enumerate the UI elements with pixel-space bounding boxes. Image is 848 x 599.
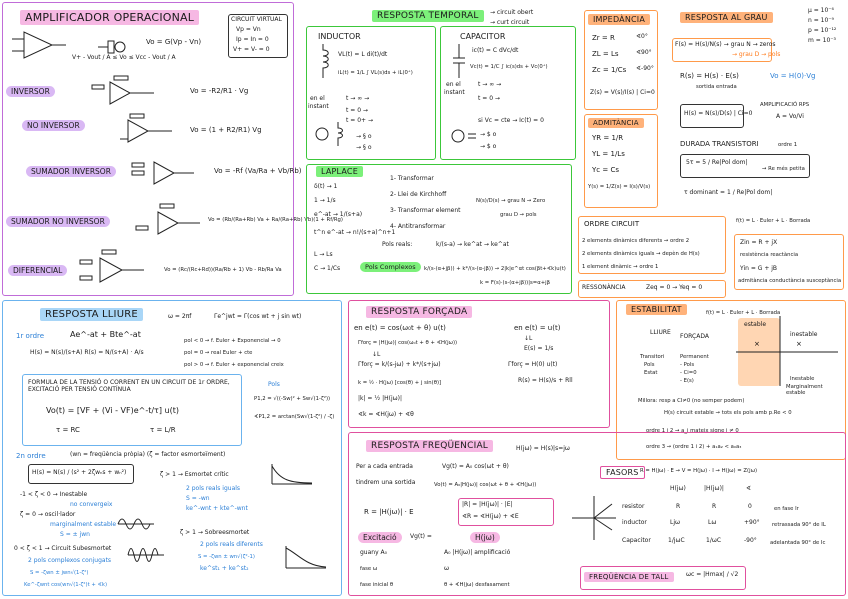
estabilitat-note-2: H(s) circuit estable → tots els pols amb p.Re < 0 xyxy=(664,410,792,416)
yin-eq: Yin = G + jB xyxy=(740,265,778,272)
exc-guany: guany A₀ xyxy=(360,549,388,556)
inversor-circuit-icon xyxy=(80,74,160,108)
zeta-critic-d: ke^-wnt + kte^-wnt xyxy=(186,505,248,512)
no-inversor-equation: Vo = (1 + R2/R1) Vg xyxy=(190,126,262,134)
fasors-header-h: H(jω) xyxy=(670,485,686,492)
row-transitori: Transitori xyxy=(640,354,665,360)
legend-open-circuit: → circuit obert xyxy=(490,9,534,16)
fasors-eq: R = H(jω) · E → V = H(jω) · I → H(jω) = Z(jω) xyxy=(640,468,758,474)
inestable-note: Inestable xyxy=(790,376,815,382)
laplace-k-eq: k = F(s)·(s-(α+jβ))|s=α+jβ xyxy=(480,280,550,286)
ordre12-condition: ordre 1 i 2 → a_i mateix signe i ≠ 0 xyxy=(646,428,739,434)
pols-angle: ∢P1,2 = arctan(Sw√(1-ζ²) / -ζ) xyxy=(254,414,335,420)
exc-fase-b: ω xyxy=(444,565,450,572)
zeta-sobre-c: S = -ζwn ± wn√(ζ²-1) xyxy=(198,554,255,560)
amp-saturation-equation: V+ - Vout / A ≤ Vo ≤ Vcc - Vout / A xyxy=(72,54,176,61)
row-es: - E(s) xyxy=(680,378,694,384)
durada-title: DURADA TRANSISTORI xyxy=(680,140,759,148)
ordre3-condition: ordre 3 → (ordre 1 i 2) + a₁a₂ < a₀a₃ xyxy=(646,444,742,450)
tau-rc: τ = RC xyxy=(56,426,80,434)
ordre-line-1: 2 elements dinàmics diferents → ordre 2 xyxy=(582,238,690,244)
admitancia-box xyxy=(584,114,658,208)
scale-nano: n = 10⁻⁹ xyxy=(808,17,834,24)
zin-note: resistència reactància xyxy=(740,252,799,258)
ordre1-label: 1r ordre xyxy=(16,332,45,340)
no-inversor-label: NO INVERSOR xyxy=(22,120,85,131)
scale-milli: m = 10⁻³ xyxy=(808,37,836,44)
h2-eq: H(s) = N(s) / (s² + 2ζwₙs + wₙ²) xyxy=(32,469,127,476)
col-forcada: FORÇADA xyxy=(680,333,709,340)
zeta-critic-c: S = -wn xyxy=(186,495,210,502)
freq-r: R = |H(jω)| · E xyxy=(364,508,414,516)
laplace-pair-3: e^-at → 1/(s+a) xyxy=(314,211,363,218)
no-inversor-circuit-icon xyxy=(100,112,180,148)
inductor-switch-1: → § o xyxy=(356,133,372,140)
laplace-step-2: 2- Llei de Kirchhoff xyxy=(390,191,447,198)
inversor-equation: Vo = -R2/R1 · Vg xyxy=(190,87,249,95)
sumador-no-inversor-equation: Vo = (Rb/(Ra+Rb) Va + Ra/(Ra+Rb) Vb)(1 + Rf/Rg) xyxy=(208,217,343,223)
formula-eq: Vo(t) = [VF + (Vi - VF)e^-t/τ] u(t) xyxy=(46,406,179,415)
forcada-title: RESPOSTA FORÇADA xyxy=(366,306,472,318)
exc-guany-b: A₀ |H(jω)| amplificació xyxy=(444,549,511,556)
freq-line-2b: Vo(t) = A₀|H(jω)| cos(ωt + θ + ∢H(jω)) xyxy=(434,482,537,488)
forcada-r2: E(s) = 1/s xyxy=(524,345,554,352)
forcada-arrow-1: ↓L xyxy=(372,351,381,358)
excitacio-h: H(jω) xyxy=(470,532,500,543)
capacitor-title: CAPACITOR xyxy=(460,32,506,41)
laplace-pols-reals-label: Pols reals: xyxy=(382,241,413,248)
estabilitat-euler: f(t) = L · Euler + L · Borrada xyxy=(706,310,781,316)
freq-r-magnitude: |R| = |H(jω)| · |E| xyxy=(462,501,513,508)
durada-note: ordre 1 xyxy=(778,142,798,148)
laplace-pair-4: t^n e^-at → n!/(s+a)^n+1 xyxy=(314,229,396,236)
zeta-inestable: -1 < ζ < 0 → Inestable xyxy=(20,491,88,498)
zeta-critic-b: 2 pols reals iguals xyxy=(186,485,241,492)
euler-eq: Γe^jwt = Γ(cos wt + j sin wt) xyxy=(214,313,302,320)
laplace-step-3: 3- Transformar element xyxy=(390,207,461,214)
tau-dominant: τ dominant = 1 / Re|Pol dom| xyxy=(684,189,773,196)
tall-eq: ωc = |Hmax| / √2 xyxy=(686,571,739,578)
laplace-title: LAPLACE xyxy=(316,166,363,177)
zl-eq: ZL = Ls xyxy=(592,50,619,58)
zeta-critic: ζ > 1 → Esmortet crític xyxy=(160,471,229,478)
virtual-circuit-title: CIRCUIT VIRTUAL xyxy=(231,16,282,23)
marginal-note: Marginalment estable xyxy=(786,384,823,397)
r-equation: R(s) = H(s) · E(s) xyxy=(680,72,739,80)
freq-line-1b: Vg(t) = A₀ cos(ωt + θ) xyxy=(442,463,509,470)
row-pols: Pols xyxy=(644,362,655,368)
ordre-title: ORDRE CIRCUIT xyxy=(584,220,640,228)
fasor-resistor-h: R xyxy=(676,503,681,510)
forcada-e2: en e(t) = u(t) xyxy=(514,324,561,332)
freq-r-angle: ∢R = ∢H(jω) + ∢E xyxy=(462,513,519,520)
laplace-pols-reals-eq: k/(s-a) → ke^at → ke^at xyxy=(436,241,509,248)
laplace-hs-pols: grau D → pols xyxy=(500,212,537,218)
omega-eq: ω = 2πf xyxy=(168,313,192,320)
fasor-capacitor-note: adelantada 90° de Ic xyxy=(770,540,826,546)
fasor-inductor-m: Lω xyxy=(708,519,717,526)
exc-inicial: fase inicial θ xyxy=(360,582,394,588)
laplace-pair-2: 1 → 1/s xyxy=(314,197,336,204)
vo-equation: Vo = H(0)·Vg xyxy=(770,72,816,80)
forcada-k1: k = ½ · H(jω) [cos(θ) + j sin(θ)] xyxy=(358,380,442,386)
forcada-e1: en e(t) = cos(ω₀t + θ) u(t) xyxy=(354,324,446,332)
svg-text:×: × xyxy=(754,340,760,348)
fasor-resistor-note: en fase Ir xyxy=(774,506,799,512)
pol-negative: pol < 0 → f. Euler + Exponencial → 0 xyxy=(184,338,281,344)
estabilitat-note: Millora: resp a CI≠0 (no semper podem) xyxy=(638,398,745,404)
laplace-pols-complexos-eq: k/(s-(α+jβ)) + k*/(s-(α-jβ)) → 2|k|e^αt cos(βt+∢k)u(t) xyxy=(424,266,566,272)
laplace-pair-1: δ(t) → 1 xyxy=(314,183,338,190)
formula-title: FORMULA DE LA TENSIÓ O CORRENT EN UN CIRCUIT DE 1r ORDRE, EXCITACIÓ PER TENSIÓ CONTÍNUA xyxy=(28,379,230,393)
f-equation: F(s) = H(s)/N(s) → grau N → zeros xyxy=(675,41,776,48)
critic-decay-plot-icon xyxy=(270,462,314,486)
yr-eq: YR = 1/R xyxy=(592,134,624,142)
forcada-k3: |k| = ½ |H(jω)| xyxy=(358,395,403,402)
amp-main-equation: Vo = G(Vp - Vn) xyxy=(146,38,202,46)
fasor-resistor-m: R xyxy=(712,503,717,510)
inversor-label: INVERSOR xyxy=(6,86,55,97)
forcada-arrow-2: ↓L xyxy=(524,335,533,342)
pol-positive: pol > 0 → f. Euler + exponencial creix xyxy=(184,362,284,368)
capacitor-switch-1: → $ o xyxy=(480,131,497,138)
col-lliure: LLIURE xyxy=(650,329,671,336)
zeta-inestable-b: no convergeix xyxy=(70,501,113,508)
pols-magnitude: P1,2 = √((-Sw)² + Sw√(1-ζ²)) xyxy=(254,396,331,402)
fasors-header-m: |H(jω)| xyxy=(704,485,724,492)
forcada-k2: Γforç = H(0) u(t) xyxy=(508,361,558,368)
laplace-hs-zero: N(s)/D(s) → grau N → Zero xyxy=(476,198,546,204)
inductor-note-2: instant xyxy=(308,103,329,110)
exc-fase: fase ω xyxy=(360,566,378,572)
zeta-sub: 0 < ζ < 1 → Circuit Subesmortet xyxy=(14,545,112,552)
phasor-diagram-icon xyxy=(572,496,616,540)
grau-title: RESPOSTA AL GRAU xyxy=(680,12,773,23)
zeta-sub-c: S = -ζwn ± jwn√(1-ζ²) xyxy=(30,570,89,576)
laplace-pair-5: L → Ls xyxy=(314,251,333,258)
zc-eq: Zc = 1/Cs xyxy=(592,66,627,74)
freq-line-1: Per a cada entrada xyxy=(356,463,413,470)
amplificacio-eq: A = Vo/Vi xyxy=(776,113,804,120)
laplace-pair-6: C → 1/Cs xyxy=(314,265,341,272)
tall-title: FREQÜÈNCIA DE TALL xyxy=(584,572,674,582)
fasor-resistor-a: 0 xyxy=(748,503,752,510)
capacitor-eq1: ic(t) = C dVc/dt xyxy=(472,47,519,54)
excitacio-label: Excitació xyxy=(358,532,402,543)
durada-note-2: → Re més petita xyxy=(762,166,805,172)
ressonancia-eq: Zeq = 0 → Yeq = 0 xyxy=(646,284,703,291)
frequencial-h: H(jω) = H(s)|s=jω xyxy=(516,445,570,452)
exc-inicial-b: θ + ∢H(jω) desfasament xyxy=(444,582,510,588)
underdamped-plot-icon xyxy=(126,540,166,570)
forcada-rf1: Γforç = |H(jω)| cos(ω₀t + θ + ∢H(jω)) xyxy=(358,340,458,346)
zr-angle: ∢0° xyxy=(636,33,648,40)
amp-title: AMPLIFICADOR OPERACIONAL xyxy=(20,10,199,25)
virtual-line-1: Vp = Vn xyxy=(236,26,261,33)
temporal-title: RESPOSTA TEMPORAL xyxy=(372,10,484,22)
fasor-inductor-h: Ljω xyxy=(670,519,681,526)
diferencial-label: DIFERENCIAL xyxy=(8,265,67,276)
pol-zero: pol = 0 → real Euler + cte xyxy=(184,350,253,356)
ordre2-label: 2n ordre xyxy=(16,452,46,460)
sumador-inversor-equation: Vo = -Rf (Va/Ra + Vb/Rb) xyxy=(214,167,302,175)
durada-equation: 5τ = 5 / Re|Pol dom| xyxy=(686,159,748,166)
admitancia-title: ADMITÀNCIA xyxy=(588,118,644,128)
row-estat: Estat xyxy=(644,370,658,376)
fasor-capacitor-a: -90° xyxy=(744,537,757,544)
yl-eq: YL = 1/Ls xyxy=(592,150,625,158)
inductor-t-0: t = 0 → xyxy=(346,107,368,114)
yin-note: admitància conductància susceptància xyxy=(738,278,842,284)
fasors-header-a: ∢ xyxy=(746,485,752,492)
diferencial-equation: Vo = (Rc/(Rc+Rd))(Ra/Rb + 1) Vb - Rb/Ra Va xyxy=(164,267,282,273)
zeta-oscil-b: marginalment estable xyxy=(50,521,117,528)
zeta-sobre-d: ke^st₁ + ke^st₂ xyxy=(200,565,249,572)
diferencial-circuit-icon xyxy=(70,248,150,288)
excitacio-eq: Vg(t) = xyxy=(410,533,432,540)
zl-angle: ∢90° xyxy=(636,49,652,56)
forcada-k4: R(s) = H(s)/s + Rll xyxy=(518,377,573,384)
impedancia-title: IMPEDÀNCIA xyxy=(588,14,650,25)
zc-angle: ∢-90° xyxy=(636,65,654,72)
zeta-sobre: ζ > 1 → Sobreesmortet xyxy=(180,529,250,536)
zin-eq: Zin = R + jX xyxy=(740,239,778,246)
sumador-inversor-circuit-icon xyxy=(122,154,202,188)
capacitor-switch-2: → $ o xyxy=(480,143,497,150)
capacitor-source-icon xyxy=(448,122,478,152)
scale-micro: μ = 10⁻⁶ xyxy=(808,7,834,14)
capacitor-eq2: Vc(t) = 1/C ∫ ic(s)ds + Vc(0⁺) xyxy=(470,64,548,70)
scale-pico: p = 10⁻¹² xyxy=(808,27,837,34)
fasor-inductor-note: retrassada 90° de IL xyxy=(772,522,826,528)
fasor-capacitor-h: 1/jωC xyxy=(668,537,685,544)
inductor-coil-icon xyxy=(316,44,330,80)
row-ci: - Ci=0 xyxy=(680,370,697,376)
estable-label: estable xyxy=(744,321,767,328)
sumador-no-inversor-label: SUMADOR NO INVERSOR xyxy=(6,216,110,227)
overdamped-plot-icon xyxy=(284,544,328,570)
sumador-no-inversor-circuit-icon xyxy=(128,202,208,238)
fasor-capacitor-name: Capacitor xyxy=(622,537,651,544)
ordre-line-3: 1 element dinàmic → ordre 1 xyxy=(582,264,659,270)
capacitor-cte: si Vc = cte → Ic(t) = 0 xyxy=(478,117,544,124)
inductor-switch-2: → § o xyxy=(356,144,372,151)
ressonancia-title: RESSONÀNCIA xyxy=(582,284,626,291)
inductor-eq1: VL(t) = L di(t)/dt xyxy=(338,51,388,58)
virtual-line-3: V+ = V- = 0 xyxy=(233,46,270,53)
capacitor-t-inf: t → ∞ → xyxy=(478,81,502,88)
fasor-inductor-a: +90° xyxy=(744,519,760,526)
tau-lr: τ = L/R xyxy=(150,426,176,434)
fasor-capacitor-m: 1/ωC xyxy=(706,537,722,544)
zeta-sub-d: Ke^-ζwnt cos(wn√(1-ζ²)t + ∢k) xyxy=(24,582,108,588)
estabilitat-title: ESTABILITAT xyxy=(626,304,687,315)
capacitor-note-1: en el xyxy=(446,81,461,88)
zr-eq: Zr = R xyxy=(592,34,615,42)
r-equation-note: sortida entrada xyxy=(696,84,737,90)
forcada-k5: ∢k = ∢H(jω) + ∢θ xyxy=(358,411,414,418)
row-permanent: Permanent xyxy=(680,354,709,360)
zeta-oscil: ζ = 0 → oscil·lador xyxy=(20,511,76,518)
fasor-inductor-name: inductor xyxy=(622,519,647,526)
h-equation: H(s) = N(s)/D(s) | Ci=0 xyxy=(684,110,753,117)
inductor-title: INDUCTOR xyxy=(318,32,361,41)
inductor-source-icon xyxy=(312,120,348,154)
oscillator-plot-icon xyxy=(116,512,156,536)
fasor-resistor-name: resistor xyxy=(622,503,645,510)
ordre1-eq: Ae^-at + Bte^-at xyxy=(70,330,141,339)
opamp-symbol-icon xyxy=(10,30,70,60)
capacitor-note-2: instant xyxy=(444,89,465,96)
fasors-title: FASORS xyxy=(600,466,645,479)
inductor-eq2: iL(t) = 1/L ∫ VL(s)ds + iL(0⁺) xyxy=(338,70,413,76)
pols-label: Pols xyxy=(268,381,280,388)
forcada-r1: Γforç = k/(s-jω) + k*/(s+jω) xyxy=(358,361,441,368)
laplace-pols-complexos-label: Pols Complexos xyxy=(360,262,421,272)
frequencial-title: RESPOSTA FREQÜENCIAL xyxy=(366,440,493,452)
lliure-title: RESPOSTA LLIURE xyxy=(40,308,143,321)
zs-eq: Z(s) = V(s)/I(s) | Ci=0 xyxy=(590,89,655,96)
legend-short-circuit: → curt circuit xyxy=(490,19,530,26)
euler-borrada: f(t) = L · Euler + L · Borrada xyxy=(736,218,811,224)
ys-eq: Y(s) = 1/Z(s) = I(s)/V(s) xyxy=(588,184,651,190)
f-equation-pols: → grau D → pols xyxy=(732,51,781,58)
yc-eq: Yc = Cs xyxy=(592,166,619,174)
virtual-line-2: Ip = In = 0 xyxy=(236,36,269,43)
freq-line-2: tindrem una sortida xyxy=(356,479,416,486)
zeta-oscil-c: S = ± jwn xyxy=(60,531,90,538)
zeta-sobre-b: 2 pols reals diferents xyxy=(200,541,263,548)
ordre-line-2: 2 elements dinàmics iguals → depèn de H(s) xyxy=(582,251,700,257)
inestable-label: inestable xyxy=(790,331,818,338)
capacitor-plates-icon xyxy=(452,44,466,80)
svg-text:×: × xyxy=(796,340,802,348)
ordre2-note: (wn = freqüència pròpia) (ζ = factor esmorteïment) xyxy=(70,451,226,458)
capacitor-t-0: t = 0 → xyxy=(478,95,500,102)
inductor-t-inf: t → ∞ → xyxy=(346,95,370,102)
inductor-t-0plus: t = 0+ → xyxy=(346,117,373,124)
zeta-sub-b: 2 pols complexos conjugats xyxy=(28,557,112,564)
amplificacio-title: AMPLIFICACIÓ RPS xyxy=(760,102,810,108)
lliure-h-eq: H(s) = N(s)/(s+A) R(s) = N/(s+A) · A/s xyxy=(30,349,144,356)
laplace-step-1: 1- Transformar xyxy=(390,175,434,182)
row-pols-f: - Pols xyxy=(680,362,695,368)
sumador-inversor-label: SUMADOR INVERSOR xyxy=(26,166,116,177)
laplace-step-4: 4- Antitransformar xyxy=(390,223,446,230)
inductor-note-1: en el xyxy=(310,95,325,102)
